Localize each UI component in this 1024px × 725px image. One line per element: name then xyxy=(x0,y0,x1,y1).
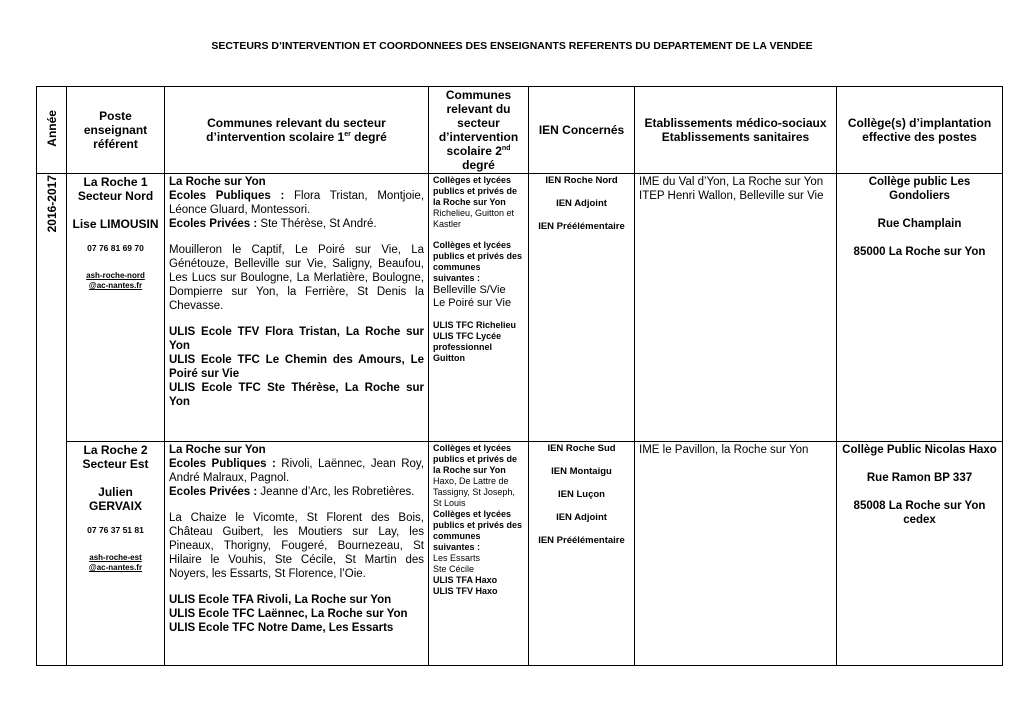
ien-cell: IEN Roche Nord IEN Adjoint IEN Préélémentaire xyxy=(529,174,635,442)
etablissements-cell: IME du Val d’Yon, La Roche sur Yon ITEP Henri Wallon, Belleville sur Vie xyxy=(635,174,837,442)
referent-name: Lise LIMOUSIN xyxy=(72,217,159,231)
header-ien: IEN Concernés xyxy=(529,87,635,174)
referent-phone: 07 76 81 69 70 xyxy=(87,243,144,253)
poste-cell: La Roche 2 Secteur Est Julien GERVAIX 07 76 37 51 81 ash-roche-est @ac-nantes.fr xyxy=(67,442,165,666)
communes-2-cell: Collèges et lycées publics et privés de la Roche sur Yon Richelieu, Guitton et Kastler Collèges et lycées publics et privés des communes suivantes : Belleville S/Vie Le Poiré sur Vie ULIS TFC Richelieu ULIS TFC Lycée professionnel Guitton xyxy=(429,174,529,442)
header-poste: Poste enseignant référent xyxy=(67,87,165,174)
year-cell: 2016-2017 xyxy=(37,174,67,666)
table-row xyxy=(37,442,1003,666)
poste-cell: La Roche 1 Secteur Nord Lise LIMOUSIN 07 76 81 69 70 ash-roche-nord @ac-nantes.fr xyxy=(67,174,165,442)
referent-email[interactable]: ash-roche-nord @ac-nantes.fr xyxy=(86,271,145,290)
header-annee: Année xyxy=(37,87,67,174)
referent-email[interactable]: ash-roche-est @ac-nantes.fr xyxy=(88,553,143,572)
communes-2-cell: Collèges et lycées publics et privés de la Roche sur Yon Haxo, De Lattre de Tassigny, St Joseph, St Louis Collèges et lycées publics et privés des communes suivantes : Les Essarts Ste Cécile ULIS TFA Haxo ULIS TFV Haxo xyxy=(429,442,529,666)
header-communes-2: Communes relevant du secteur d’intervention scolaire 2nd degré xyxy=(429,87,529,174)
referents-table xyxy=(36,86,1003,666)
etablissements-cell: IME le Pavillon, la Roche sur Yon xyxy=(635,442,837,666)
communes-1-cell: La Roche sur Yon Ecoles Publiques : Rivoli, Laënnec, Jean Roy, André Malraux, Pagnol. Ecoles Privées : Jeanne d’Arc, les Robretières. La Chaize le Vicomte, St Florent des Bois, Château Guibert, les Moutiers sur Lay, les Pineaux, Thorigny, Fougeré, Bournezeau, St Hilaire le Vouhis, Ste Cécile, St Martin des Noyers, les Essarts, St Florence, l’Oie. ULIS Ecole TFA Rivoli, La Roche sur Yon ULIS Ecole TFC Laënnec, La Roche sur Yon ULIS Ecole TFC Notre Dame, Les Essarts xyxy=(165,442,429,666)
referent-name: Julien GERVAIX xyxy=(89,485,142,513)
header-college: Collège(s) d’implantation effective des postes xyxy=(837,87,1003,174)
header-row xyxy=(37,87,1003,174)
header-etablissements: Etablissements médico-sociaux Etablissements sanitaires xyxy=(635,87,837,174)
college-cell: Collège Public Nicolas Haxo Rue Ramon BP 337 85008 La Roche sur Yon cedex xyxy=(837,442,1003,666)
document-title: SECTEURS D’INTERVENTION ET COORDONNEES DES ENSEIGNANTS REFERENTS DU DEPARTEMENT DE LA VENDEE xyxy=(211,40,813,52)
table-row xyxy=(37,174,1003,442)
referent-phone: 07 76 37 51 81 xyxy=(87,525,144,535)
ien-cell: IEN Roche Sud IEN Montaigu IEN Luçon IEN Adjoint IEN Préélémentaire xyxy=(529,442,635,666)
college-cell: Collège public Les Gondoliers Rue Champlain 85000 La Roche sur Yon xyxy=(837,174,1003,442)
header-communes-1: Communes relevant du secteur d’intervention scolaire 1er degré xyxy=(165,87,429,174)
communes-1-cell: La Roche sur Yon Ecoles Publiques : Flora Tristan, Montjoie, Léonce Gluard, Montessori. Ecoles Privées : Ste Thérèse, St André. Mouilleron le Captif, Le Poiré sur Vie, La Génétouze, Belleville sur Vie, Saligny, Beaufou, Les Lucs sur Boulogne, La Merlatière, Boulogne, Dompierre sur Yon, la Ferrière, St Denis la Chevasse. ULIS Ecole TFV Flora Tristan, La Roche sur Yon ULIS Ecole TFC Le Chemin des Amours, Le Poiré sur Vie ULIS Ecole TFC Ste Thérèse, La Roche sur Yon xyxy=(165,174,429,442)
